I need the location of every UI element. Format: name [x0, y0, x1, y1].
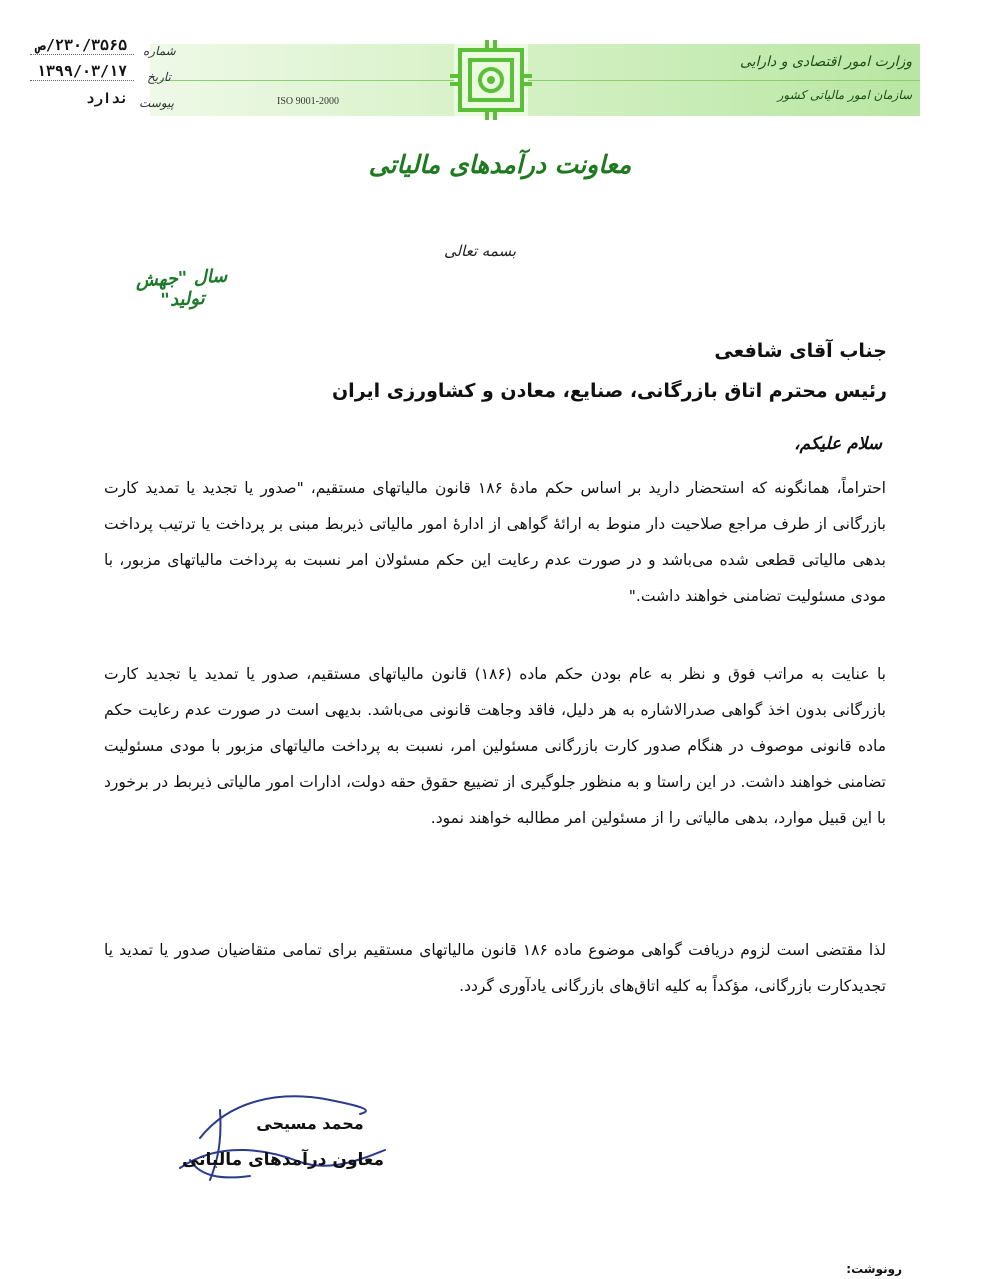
letter-date: ۱۳۹۹/۰۳/۱۷: [30, 62, 134, 81]
ministry-name: وزارت امور اقتصادی و دارایی: [739, 54, 912, 70]
letter-number: ۲۳۰/۳۵۶۵/ص: [30, 36, 134, 55]
recipient-name: جناب آقای شافعی: [714, 340, 887, 362]
organization-name: سازمان امور مالیاتی کشور: [777, 88, 912, 102]
cc-label: رونوشت:: [846, 1262, 902, 1276]
attachment-value: ندارد: [86, 91, 129, 107]
signatory-title: معاون درآمدهای مالیاتی: [181, 1150, 385, 1170]
body-paragraph-3: لذا مقتضی است لزوم دریافت گواهی موضوع ماده ۱۸۶ قانون مالیاتهای مستقیم برای تمامی متقاضیان صدور یا تمدید یا تجدیدکارت بازرگانی، مؤکداً به کلیه اتاق‌های بازرگانی یادآوری گردد.: [104, 941, 887, 995]
department-heading: معاونت درآمدهای مالیاتی: [368, 150, 632, 179]
body-paragraph-2: با عنایت به مراتب فوق و نظر به عام بودن حکم ماده (۱۸۶) قانون مالیاتهای مستقیم، صدور یا تمدید یا تجدید کارت بازرگانی بدون اخذ گواهی صدرالاشاره به هر دلیل، فاقد وجاهت قانونی می‌باشد. بدیهی است در صورت عدم رعایت حکم ماده قانونی موصوف در هنگام صدور کارت بازرگانی مسئولین امر، نسبت به پرداخت مالیاتهای مزبور با مودی مسئولیت تضامنی خواهند داشت. در این راستا و به منظور جلوگیری از تضییع حقوق حقه دولت، ادارات امور مالیاتی ذیربط در برخورد با این قبیل موارد، بدهی مالیاتی را از مسئولین امر مطالبه خواهند نمود.: [104, 665, 886, 827]
bismillah: بسمه تعالی: [443, 242, 517, 260]
date-label: تاریخ: [147, 70, 171, 84]
handwritten-signature-icon: [160, 1080, 390, 1190]
tax-organization-emblem-icon: [448, 40, 534, 120]
body-paragraph-1: احتراماً، همانگونه که استحضار دارید بر اساس حکم مادهٔ ۱۸۶ قانون مالیاتهای مستقیم، "صدور یا تجدید یا تمدید کارت بازرگانی از طرف مراجع صلاحیت دار منوط به ارائهٔ گواهی از ادارهٔ امور مالیاتی ذیربط مبنی بر پرداخت یا ترتیب پرداخت بدهی مالیاتی قطعی شده می‌باشد و در صورت عدم رعایت این حکم مسئولان امر نسبت به پرداخت مالیاتهای مزبور، با مودی مسئولیت تضامنی خواهند داشت.": [104, 479, 886, 605]
letterhead-rule: [160, 80, 920, 81]
signatory-name: محمد مسیحی: [256, 1114, 364, 1133]
attachment-label: پیوست: [139, 96, 174, 110]
iso-label: ISO 9001-2000: [277, 96, 339, 107]
greeting: سلام علیکم،: [794, 434, 882, 454]
number-label: شماره: [143, 44, 176, 58]
recipient-title: رئیس محترم اتاق بازرگانی، صنایع، معادن و کشاورزی ایران: [331, 380, 887, 402]
year-slogan: سال "جهش تولید": [135, 265, 228, 312]
